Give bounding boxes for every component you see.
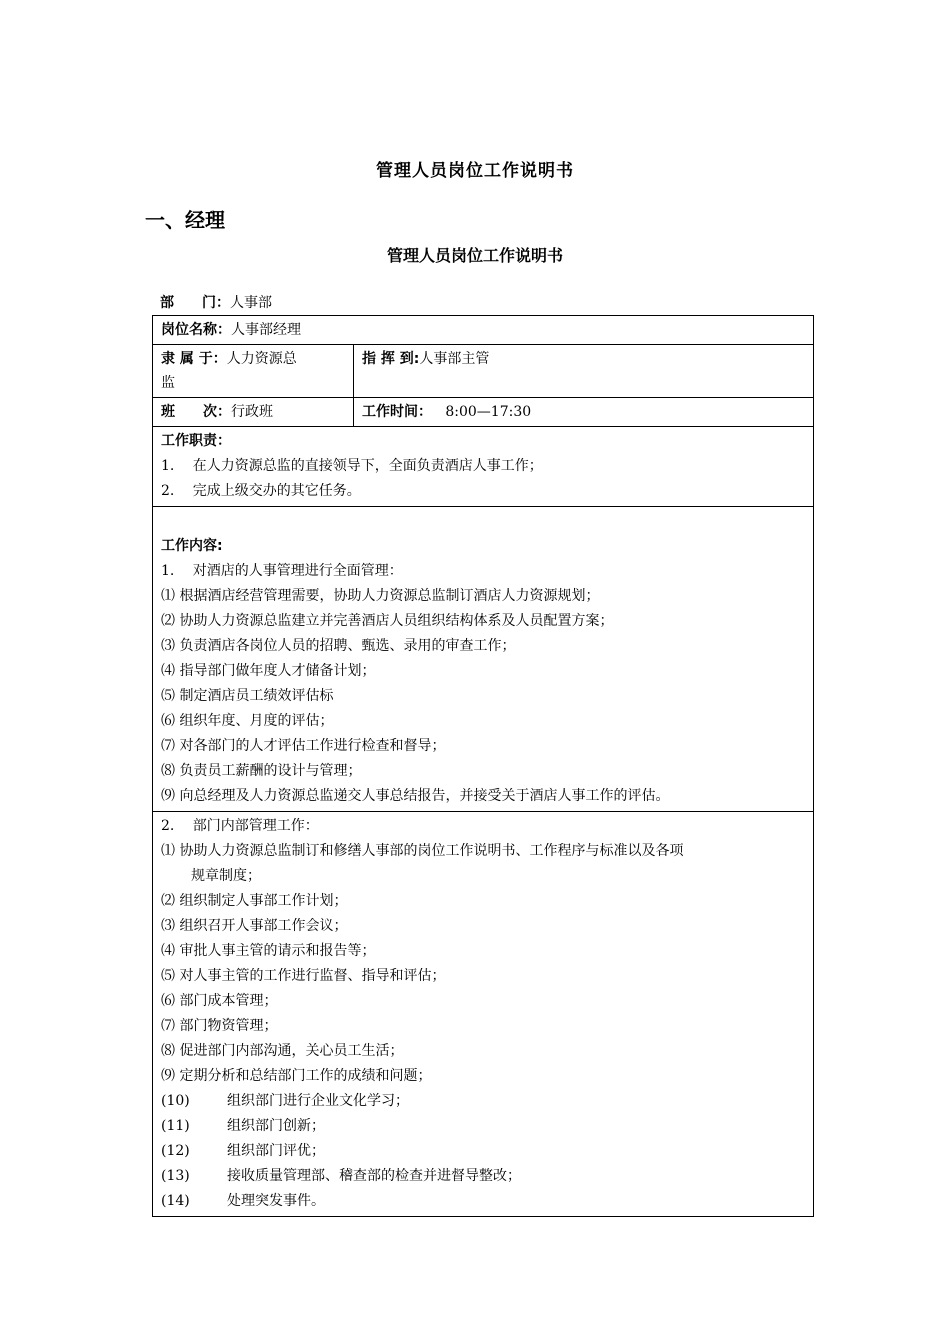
hours-cell — [354, 398, 814, 427]
reports-to-value-wrap: 监 — [161, 375, 175, 391]
content-label: 工作内容: — [161, 538, 223, 554]
duty-item: 1. 在人力资源总监的直接领导下，全面负责酒店人事工作； — [161, 458, 543, 474]
item-number: (14) — [161, 1193, 190, 1209]
group2-wide-item — [161, 1139, 805, 1164]
hours-label: 工作时间： — [362, 404, 432, 420]
group2-title: 2. 部门内部管理工作： — [161, 818, 319, 834]
duties-label: 工作职责： — [161, 433, 231, 449]
group1-item: ⑼ 向总经理及人力资源总监递交人事总结报告，并接受关于酒店人事工作的评估。 — [161, 788, 670, 804]
section-heading: 一、经理 — [145, 208, 225, 232]
directs-value: 人事部主管 — [419, 351, 490, 367]
group2-wide-item — [161, 1164, 805, 1189]
group2-wide-item — [161, 1089, 805, 1114]
group1-item: ⑵ 协助人力资源总监建立并完善酒店人员组织结构体系及人员配置方案； — [161, 613, 614, 629]
department-label: 部 门： — [160, 295, 230, 311]
document-title: 管理人员岗位工作说明书 — [376, 161, 574, 181]
department-line — [160, 292, 272, 312]
department-value: 人事部 — [230, 295, 272, 311]
group2-wide-item — [161, 1114, 805, 1139]
item-number: (10) — [161, 1093, 190, 1109]
reports-to-cell — [153, 345, 354, 398]
group1-item: ⑴ 根据酒店经营管理需要，协助人力资源总监制订酒店人力资源规划； — [161, 588, 600, 604]
group1-item: ⑻ 负责员工薪酬的设计与管理； — [161, 763, 362, 779]
group1-item: ⑶ 负责酒店各岗位人员的招聘、甄选、录用的审查工作； — [161, 638, 516, 654]
duties-cell — [153, 427, 814, 507]
shift-value: 行政班 — [231, 404, 273, 420]
directs-cell — [354, 345, 814, 398]
content-group2-cell — [153, 812, 814, 1217]
group1-item: ⑺ 对各部门的人才评估工作进行检查和督导； — [161, 738, 446, 754]
form-title: 管理人员岗位工作说明书 — [386, 246, 563, 265]
group1-item: ⑸ 制定酒店员工绩效评估标 — [161, 688, 334, 704]
item-number: (12) — [161, 1143, 190, 1159]
position-cell — [153, 316, 814, 345]
group2-item-continuation: 规章制度； — [191, 868, 261, 884]
group2-item: ⑴ 协助人力资源总监制订和修缮人事部的岗位工作说明书、工作程序与标准以及各项 — [161, 843, 684, 859]
content-group1-cell — [153, 507, 814, 812]
item-text: 处理突发事件。 — [227, 1193, 325, 1209]
reports-to-value: 人力资源总 — [226, 351, 297, 367]
shift-label: 班 次： — [161, 404, 231, 420]
group2-item: ⑶ 组织召开人事部工作会议； — [161, 918, 348, 934]
group2-item: ⑺ 部门物资管理； — [161, 1018, 278, 1034]
duty-item: 2. 完成上级交办的其它任务。 — [161, 483, 361, 499]
group2-wide-item — [161, 1189, 805, 1214]
group1-title: 1. 对酒店的人事管理进行全面管理： — [161, 563, 403, 579]
group1-item: ⑷ 指导部门做年度人才储备计划； — [161, 663, 376, 679]
hours-value: 8:00—17:30 — [445, 404, 532, 420]
shift-cell — [153, 398, 354, 427]
group2-item: ⑻ 促进部门内部沟通，关心员工生活； — [161, 1043, 404, 1059]
item-text: 接收质量管理部、稽查部的检查并进督导整改； — [227, 1168, 521, 1184]
group2-item: ⑸ 对人事主管的工作进行监督、指导和评估； — [161, 968, 446, 984]
group2-item: ⑵ 组织制定人事部工作计划； — [161, 893, 348, 909]
job-description-table — [152, 315, 814, 1217]
group1-item: ⑹ 组织年度、月度的评估； — [161, 713, 334, 729]
position-label: 岗位名称： — [161, 322, 231, 338]
item-text: 组织部门进行企业文化学习； — [227, 1093, 409, 1109]
group2-item: ⑹ 部门成本管理； — [161, 993, 278, 1009]
group2-item: ⑷ 审批人事主管的请示和报告等； — [161, 943, 376, 959]
position-value: 人事部经理 — [231, 322, 301, 338]
item-number: (11) — [161, 1118, 190, 1134]
item-number: (13) — [161, 1168, 190, 1184]
group2-item: ⑼ 定期分析和总结部门工作的成绩和问题； — [161, 1068, 432, 1084]
reports-to-label: 隶 属 于： — [161, 351, 227, 367]
directs-label: 指 挥 到: — [362, 351, 420, 367]
item-text: 组织部门创新； — [227, 1118, 325, 1134]
item-text: 组织部门评优； — [227, 1143, 325, 1159]
